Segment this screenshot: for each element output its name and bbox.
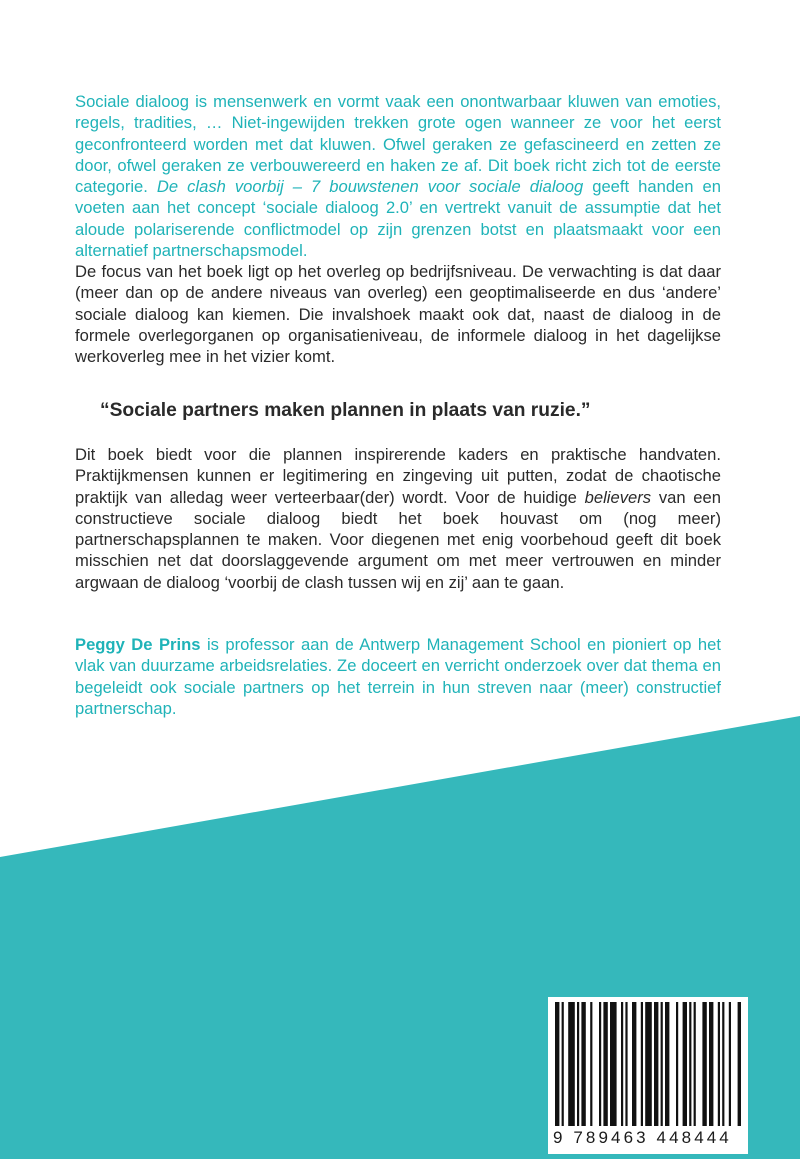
barcode-bar (577, 1002, 579, 1126)
practice-paragraph: Dit boek biedt voor die plannen inspirerende kaders en praktische handvaten. Praktijkmensen kunnen er legitimering en zingeving uit putten, zodat de chaotische praktijk van alledag weer verteerbaar(der) wordt. Voor de huidige believers van een constructieve sociale dialoog biedt het boek houvast om (nog meer) partnerschapsplannen te maken. Voor diegenen met enig voorbehoud geeft dit boek misschien net dat doorslaggevende argument om met meer vertrouwen en minder argwaan de dialoog ‘voorbij de clash tussen wij en zij’ aan te gaan. (75, 445, 721, 592)
barcode-bar (718, 1002, 720, 1126)
barcode-bar (632, 1002, 636, 1126)
barcode-bar (694, 1002, 696, 1126)
barcode-bar (610, 1002, 617, 1126)
barcode-bar (722, 1002, 724, 1126)
barcode-bar (689, 1002, 691, 1126)
barcode-bar (641, 1002, 643, 1126)
barcode-bar (683, 1002, 687, 1126)
barcode (548, 997, 748, 1154)
barcode-bar (645, 1002, 652, 1126)
author-bio: Peggy De Prins is professor aan de Antwerp Management School en pioniert op het vlak van duurzame arbeidsrelaties. Ze doceert en verricht onderzoek over dat thema en begeleidt ook sociale partners op het terrein in hun streven naar (meer) constructief partnerschap. (75, 635, 721, 718)
barcode-bar (590, 1002, 592, 1126)
barcode-bar (702, 1002, 706, 1126)
barcode-bar (661, 1002, 663, 1126)
believers-italic: believers (584, 487, 652, 507)
barcode-bar (625, 1002, 627, 1126)
barcode-bar (729, 1002, 731, 1126)
barcode-bar (654, 1002, 658, 1126)
pull-quote: “Sociale partners maken plannen in plaats van ruzie.” (100, 400, 591, 421)
barcode-bars (553, 1002, 743, 1126)
barcode-bar (581, 1002, 585, 1126)
intro-paragraph: Sociale dialoog is mensenwerk en vormt vaak een onontwarbaar kluwen van emoties, regels, tradities, … Niet-ingewijden trekken grote ogen wanneer ze voor het eerst geconfronteerd worden met dat kluwen. Ofwel geraken ze gefascineerd en zetten ze door, ofwel geraken ze verbouwereerd en haken ze af. Dit boek richt zich tot de eerste categorie. De clash voorbij – 7 bouwstenen voor sociale dialoog geeft handen en voeten aan het concept ‘sociale dialoog 2.0’ en vertrekt vanuit de assumptie dat het aloude polariserende conflictmodel op zijn grenzen botst en plaatsmaakt voor een alternatief partnerschapsmodel. (75, 92, 721, 261)
barcode-bar (676, 1002, 678, 1126)
book-title-italic: De clash voorbij – 7 bouwstenen voor sociale dialoog (156, 177, 584, 197)
barcode-digits: 9 789463 448444 (553, 1128, 732, 1147)
barcode-bar (621, 1002, 623, 1126)
barcode-bar (603, 1002, 607, 1126)
author-name: Peggy De Prins (75, 635, 201, 654)
barcode-bar (599, 1002, 601, 1126)
barcode-bar (562, 1002, 564, 1126)
barcode-bar (568, 1002, 575, 1126)
focus-paragraph: De focus van het boek ligt op het overleg op bedrijfsniveau. De verwachting is dat daar (meer dan op de andere niveaus van overleg) een geoptimaliseerde en dus ‘andere’ sociale dialoog kan kiemen. Die invalshoek maakt ook dat, naast de dialoog in de formele overlegorganen op organisatieniveau, de informele dialoog in het dagelijkse werkoverleg mee in het vizier komt. (75, 262, 721, 367)
barcode-bar (709, 1002, 713, 1126)
barcode-bar (665, 1002, 669, 1126)
barcode-bar (738, 1002, 741, 1126)
barcode-bar (555, 1002, 559, 1126)
